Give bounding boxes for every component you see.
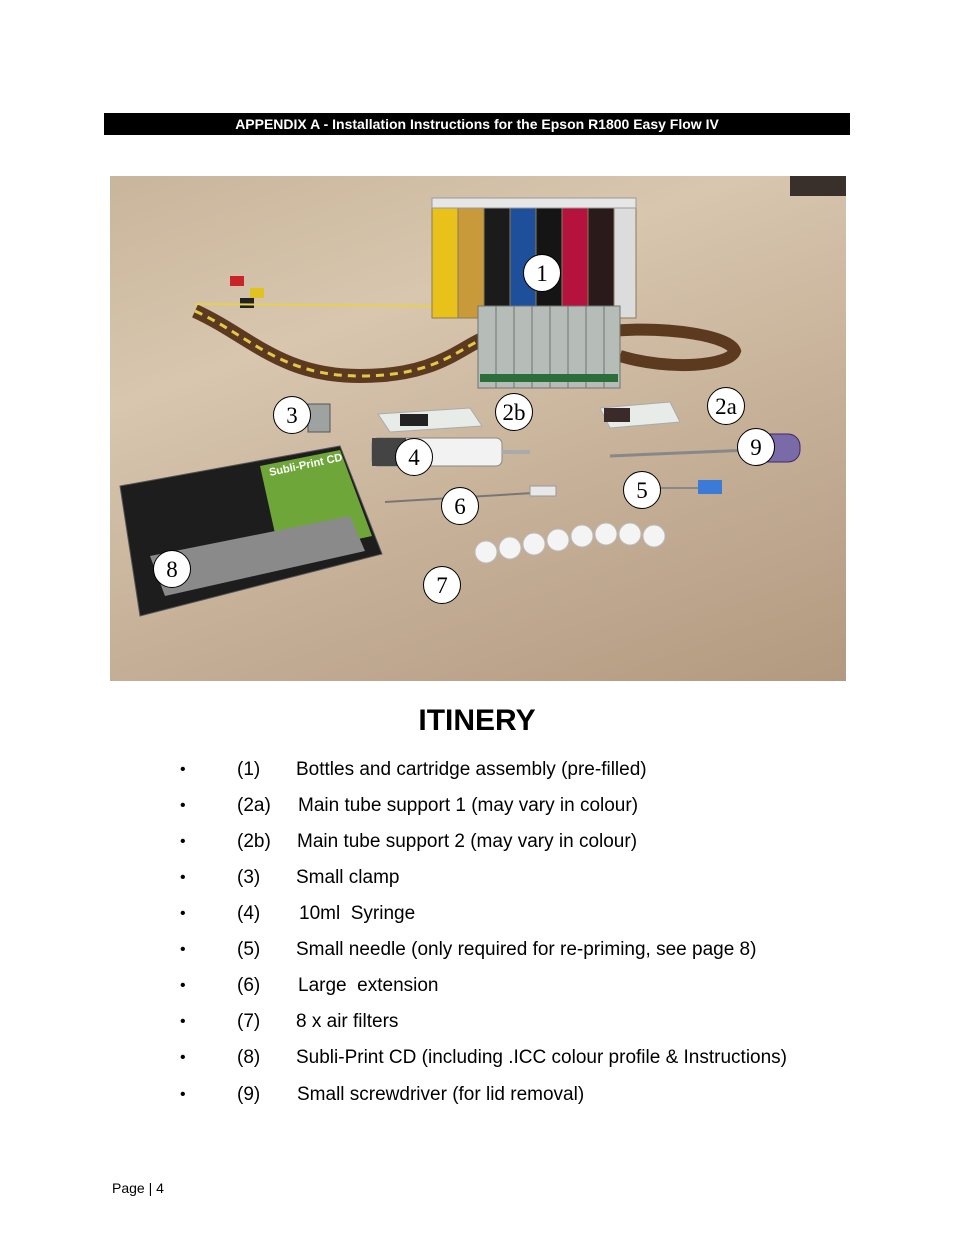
item-number: (9) (237, 1084, 261, 1105)
callout-1: 1 (523, 254, 561, 292)
bullet: • (180, 1049, 186, 1066)
callout-2b: 2b (495, 393, 533, 431)
item-number: (1) (237, 759, 261, 780)
cd-label: Subli-Print CD (268, 451, 344, 479)
callout-2a: 2a (707, 387, 745, 425)
item-description: Small clamp (296, 867, 400, 888)
item-number: (8) (237, 1047, 261, 1068)
item-description: Main tube support 1 (may vary in colour) (298, 795, 639, 816)
item-description: Small needle (only required for re-priming, see page 8) (296, 939, 757, 960)
item-number: (3) (237, 867, 261, 888)
callout-6: 6 (441, 487, 479, 525)
page-number: Page | 4 (112, 1180, 164, 1196)
item-number: (4) (237, 903, 261, 924)
bullet: • (180, 977, 186, 994)
appendix-header: APPENDIX A - Installation Instructions for the Epson R1800 Easy Flow IV (104, 113, 850, 135)
kit-photo (110, 176, 846, 681)
bullet: • (180, 1013, 186, 1030)
callout-9: 9 (737, 428, 775, 466)
item-description: Large extension (298, 975, 439, 996)
bullet: • (180, 761, 186, 778)
item-number: (7) (237, 1011, 261, 1032)
callout-7: 7 (423, 566, 461, 604)
air-filters-group (475, 523, 665, 563)
item-number: (2a) (237, 795, 271, 816)
item-number: (6) (237, 975, 261, 996)
item-description: Subli-Print CD (including .ICC colour profile & Instructions) (296, 1047, 788, 1068)
callout-5: 5 (623, 471, 661, 509)
item-description: Main tube support 2 (may vary in colour) (297, 831, 638, 852)
kit-illustration (110, 176, 846, 681)
callout-8: 8 (153, 550, 191, 588)
item-description: Small screwdriver (for lid removal) (297, 1084, 585, 1105)
bullet: • (180, 905, 186, 922)
bullet: • (180, 869, 186, 886)
item-number: (5) (237, 939, 261, 960)
bullet: • (180, 833, 186, 850)
ribbon-tube (195, 311, 490, 376)
bullet: • (180, 941, 186, 958)
cd-sleeve (120, 446, 382, 616)
callout-4: 4 (395, 438, 433, 476)
itinery-title: ITINERY (418, 704, 536, 737)
bullet: • (180, 1086, 186, 1103)
callout-3: 3 (273, 396, 311, 434)
item-description: 8 x air filters (296, 1011, 399, 1032)
item-number: (2b) (237, 831, 271, 852)
item-description: Bottles and cartridge assembly (pre-filled) (296, 759, 647, 780)
bullet: • (180, 797, 186, 814)
item-description: 10ml Syringe (299, 903, 416, 924)
cartridges (478, 306, 620, 388)
